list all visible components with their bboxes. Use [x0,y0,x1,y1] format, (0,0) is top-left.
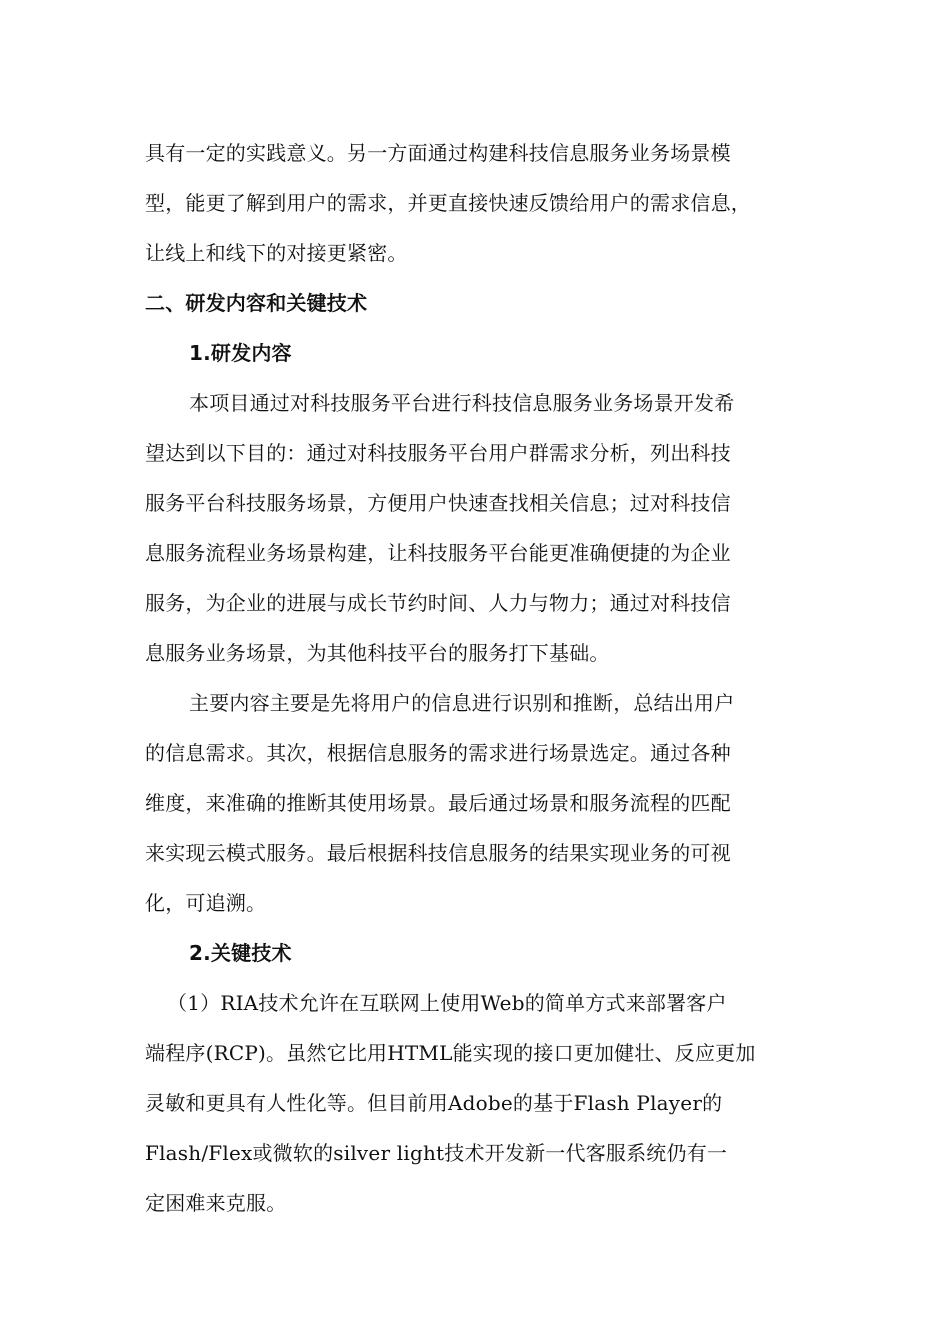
text-line: 的信息需求。其次，根据信息服务的需求进行场景选定。通过各种 [145,741,731,765]
paragraph-ria-technology [145,978,810,1228]
text-line: 端程序(RCP)。虽然它比用HTML能实现的接口更加健壮、反应更加 [145,1041,756,1065]
text-line: 望达到以下目的：通过对科技服务平台用户群需求分析，列出科技 [145,441,731,465]
sub-heading-research-content: 1.研发内容 [189,341,292,365]
text-line: 本项目通过对科技服务平台进行科技信息服务业务场景开发希 [189,391,735,415]
text-line: 息服务业务场景，为其他科技平台的服务打下基础。 [145,641,610,665]
section-heading: 二、研发内容和关键技术 [145,291,368,315]
text-line: 化，可追溯。 [145,891,267,915]
text-line: 维度，来准确的推断其使用场景。最后通过场景和服务流程的匹配 [145,791,731,815]
text-line: 让线上和线下的对接更紧密。 [145,241,408,265]
text-line: 定困难来克服。 [145,1191,287,1215]
text-line: 来实现云模式服务。最后根据科技信息服务的结果实现业务的可视 [145,841,731,865]
text-line: Flash/Flex或微软的silver light技术开发新一代客服系统仍有一 [145,1141,728,1165]
text-line: （1）RIA技术允许在互联网上使用Web的简单方式来部署客户 [167,991,727,1015]
sub-heading-key-technology: 2.关键技术 [189,941,292,965]
text-line: 服务，为企业的进展与成长节约时间、人力与物力；通过对科技信 [145,591,731,615]
paragraph-main-content [145,678,810,928]
text-line: 灵敏和更具有人性化等。但目前用Adobe的基于Flash Player的 [145,1091,723,1115]
text-line: 服务平台科技服务场景，方便用户快速查找相关信息；过对科技信 [145,491,731,515]
text-line: 主要内容主要是先将用户的信息进行识别和推断，总结出用户 [189,691,735,715]
document-page [145,128,810,1228]
text-line: 息服务流程业务场景构建，让科技服务平台能更准确便捷的为企业 [145,541,731,565]
text-line: 具有一定的实践意义。另一方面通过构建科技信息服务业务场景模 [145,141,731,165]
paragraph-research-goals [145,378,810,678]
paragraph-intro [145,128,810,278]
text-line: 型，能更了解到用户的需求，并更直接快速反馈给用户的需求信息， [145,191,751,215]
